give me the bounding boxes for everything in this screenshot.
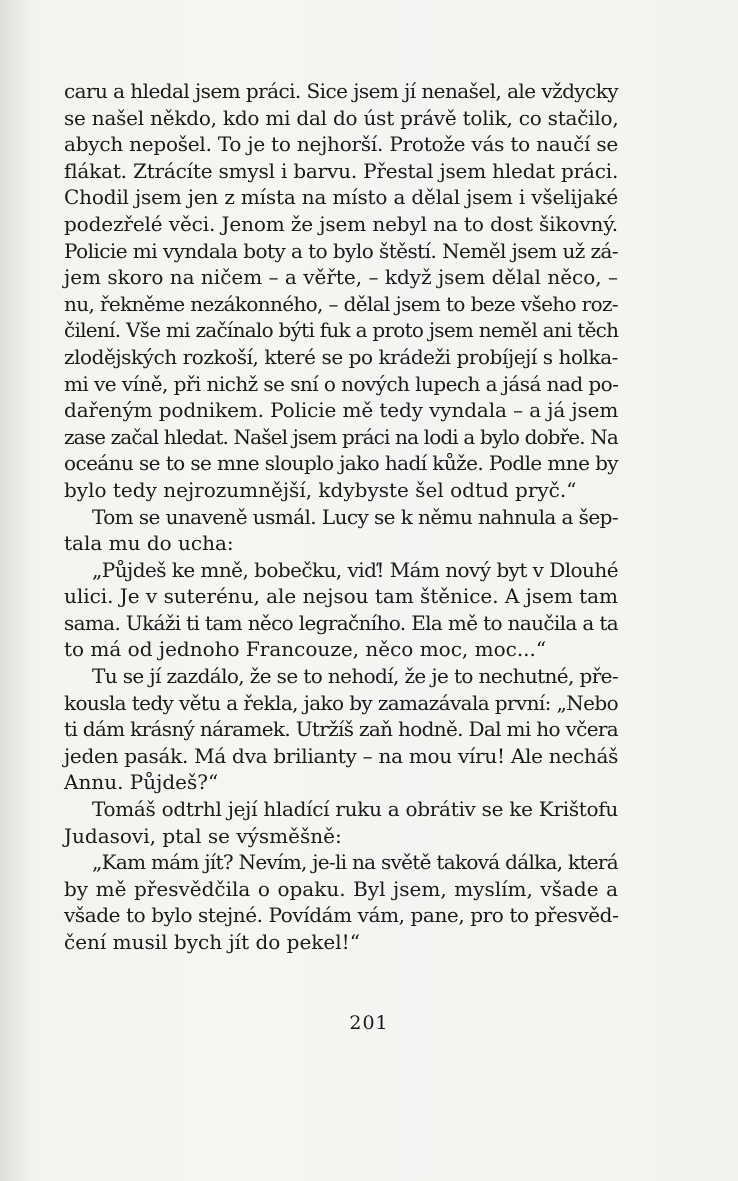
text-line: oceánu se to se mne slouplo jako hadí kůže. Podle mne by xyxy=(64,451,619,476)
text-line: čení musil bych jít do pekel!“ xyxy=(64,930,360,954)
text-line: flákat. Ztrácíte smysl i barvu. Přestal jsem hledat práci. xyxy=(64,158,619,183)
text-line: Tomáš odtrhl její hladící ruku a obrátiv se ke Krištofu xyxy=(92,797,618,822)
text-line: „Kam mám jít? Nevím, je-li na světě taková dálka, která xyxy=(92,850,618,875)
text-line: jem skoro na ničem – a věřte, – když jsem dělal něco, – xyxy=(64,265,618,290)
text-line: tala mu do ucha: xyxy=(64,531,234,556)
text-line: to má od jednoho Francouze, něco moc, moc...“ xyxy=(64,637,547,662)
text-line: bylo tedy nejrozumnější, kdybyste šel odtud pryč.“ xyxy=(64,477,577,502)
text-line: caru a hledal jsem práci. Sice jsem jí nenašel, ale vždycky xyxy=(64,79,618,103)
page-number: 201 xyxy=(349,1012,389,1034)
text-line: zase začal hledat. Našel jsem práci na lodi a bylo dobře. Na xyxy=(64,424,618,449)
body-text xyxy=(64,78,618,956)
text-line: Chodil jsem jen z místa na místo a dělal jsem i všelijaké xyxy=(64,185,618,210)
text-line: Tom se unaveně usmál. Lucy se k němu nahnula a šep- xyxy=(92,504,618,529)
text-line: jeden pasák. Má dva brilianty – na mou víru! Ale necháš xyxy=(64,743,619,768)
text-line: ulici. Je v suterénu, ale nejsou tam štěnice. A jsem tam xyxy=(64,584,618,609)
text-line: dařeným podnikem. Policie mě tedy vyndala – a já jsem xyxy=(64,398,619,423)
text-line: čilení. Vše mi začínalo býti fuk a proto jsem neměl ani těch xyxy=(64,318,619,343)
text-line: Annu. Půjdeš?“ xyxy=(64,770,219,795)
text-line: Tu se jí zazdálo, že se to nehodí, že je to nechutné, pře- xyxy=(92,664,618,689)
text-line: sama. Ukáži ti tam něco legračního. Ela mě to naučila a ta xyxy=(64,610,618,635)
text-line: podezřelé věci. Jenom že jsem nebyl na to dost šikovný. xyxy=(64,211,618,236)
text-line: kousla tedy větu a řekla, jako by zamazávala první: „Nebo xyxy=(64,690,618,715)
text-line: Judasovi, ptal se výsměšně: xyxy=(64,823,342,848)
text-line: „Půjdeš ke mně, bobečku, viď! Mám nový byt v Dlouhé xyxy=(92,557,618,582)
text-line: se našel někdo, kdo mi dal do úst právě tolik, co stačilo, xyxy=(64,105,619,130)
text-line: nu, řekněme nezákonného, – dělal jsem to beze všeho roz- xyxy=(64,291,618,316)
text-line: ti dám krásný náramek. Utržíš zaň hodně. Dal mi ho včera xyxy=(64,717,618,742)
text-line: Policie mi vyndala boty a to bylo štěstí. Neměl jsem už zá- xyxy=(64,238,619,263)
text-line: všade to bylo stejné. Povídám vám, pane, pro to přesvěd- xyxy=(64,903,619,928)
text-line: by mě přesvědčila o opaku. Byl jsem, myslím, všade a xyxy=(64,876,618,901)
text-line: mi ve víně, při nichž se sní o nových lupech a jásá nad po- xyxy=(64,371,619,396)
text-line: zlodějských rozkoší, které se po krádeži probíjejí s holka- xyxy=(64,344,618,369)
text-line: abych nepošel. To je to nejhorší. Protože vás to naučí se xyxy=(64,132,618,157)
page-gutter-shadow xyxy=(0,0,30,1181)
